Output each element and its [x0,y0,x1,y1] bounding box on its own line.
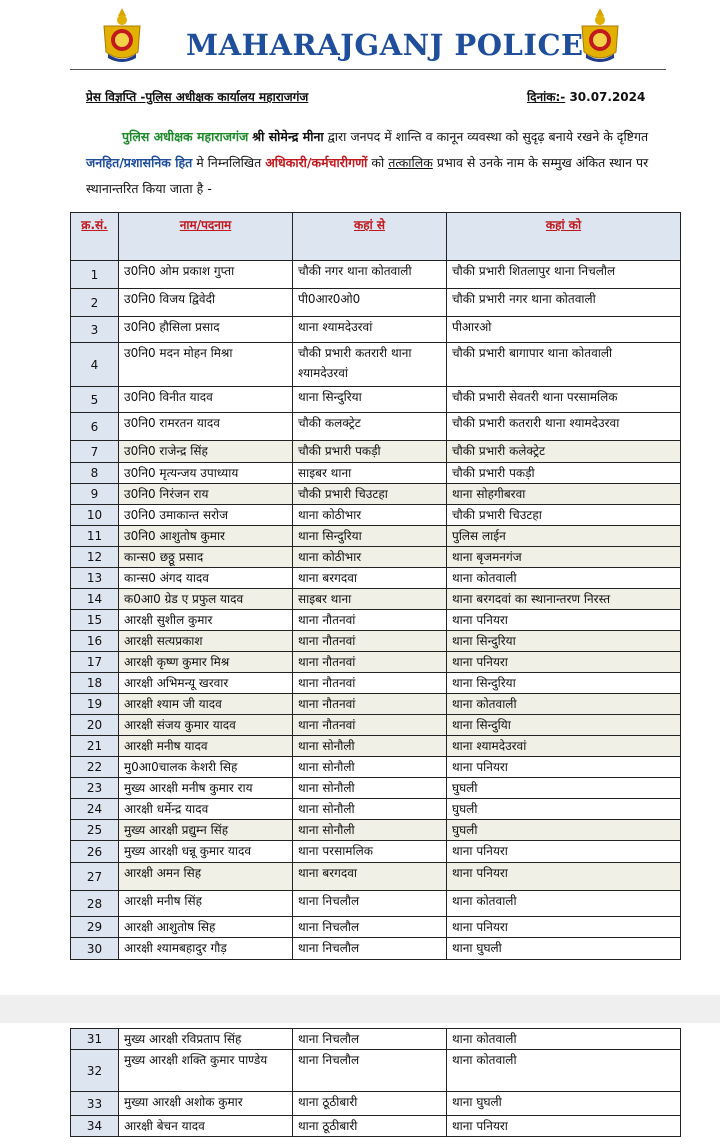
table-row [71,1092,681,1116]
cell-to: थाना बृजमनगंज [447,547,681,568]
date-value: 30.07.2024 [569,90,646,104]
cell-to: घुघली [447,778,681,799]
cell-name: मुख्य आरक्षी रविप्रताप सिंह [119,1029,293,1050]
cell-serial: 21 [71,736,119,757]
intro-officer-name: श्री सोमेन्द्र मीना [252,129,324,144]
cell-to: थाना पनियरा [447,652,681,673]
cell-serial: 13 [71,568,119,589]
intro-authority: पुलिस अधीक्षक महाराजगंज [122,129,249,144]
page-gap [0,995,720,1023]
table-row [71,820,681,841]
table-row [71,673,681,694]
cell-from: थाना ठूठीबारी [293,1116,447,1137]
table-row [71,736,681,757]
cell-to: चौकी प्रभारी शितलापुर थाना निचलौल [447,261,681,289]
col-header-to: कहां को [447,213,681,261]
cell-from: थाना बरगदवा [293,568,447,589]
cell-name: मुख्या आरक्षी अशोक कुमार [119,1092,293,1116]
table-row [71,863,681,891]
cell-serial: 34 [71,1116,119,1137]
cell-to: पीआरओ [447,317,681,343]
table-row [71,261,681,289]
cell-serial: 33 [71,1092,119,1116]
cell-to: थाना कोतवाली [447,1050,681,1092]
cell-to: चौकी प्रभारी सेवतरी थाना परसामलिक [447,387,681,413]
cell-serial: 1 [71,261,119,289]
header-divider [70,69,666,70]
cell-from: थाना बरगदवा [293,863,447,891]
cell-from: थाना सोनौली [293,778,447,799]
table-row [71,799,681,820]
cell-to: थाना सोहगीबरवा [447,484,681,505]
press-release-label: प्रेस विज्ञप्ति -पुलिस अधीक्षक कार्यालय महाराजगंज [86,90,309,104]
cell-serial: 3 [71,317,119,343]
cell-name: उ0नि0 विजय द्विवेदी [119,289,293,317]
table-row [71,1029,681,1050]
cell-to: थाना पनियरा [447,1116,681,1137]
cell-serial: 32 [71,1050,119,1092]
cell-name: उ0नि0 ओम प्रकाश गुप्ता [119,261,293,289]
cell-serial: 26 [71,841,119,863]
cell-from: चौकी प्रभारी चिउटहा [293,484,447,505]
cell-serial: 28 [71,891,119,917]
cell-to: थाना पनियरा [447,757,681,778]
cell-serial: 5 [71,387,119,413]
cell-serial: 27 [71,863,119,891]
up-police-emblem-icon-left [96,6,148,66]
cell-name: आरक्षी सत्यप्रकाश [119,631,293,652]
table-row [71,938,681,960]
col-header-serial: क्र.सं. [71,213,119,261]
cell-from: थाना नौतनवां [293,610,447,631]
cell-to: घुघली [447,799,681,820]
cell-from: थाना सोनौली [293,736,447,757]
cell-name: आरक्षी मनीष यादव [119,736,293,757]
table-row [71,413,681,441]
cell-from: थाना श्यामदेउरवां [293,317,447,343]
cell-name: उ0नि0 हौसिला प्रसाद [119,317,293,343]
cell-name: आरक्षी कृष्ण कुमार मिश्र [119,652,293,673]
cell-from: थाना निचलौल [293,1050,447,1092]
cell-name: मुख्य आरक्षी मनीष कुमार राय [119,778,293,799]
table-row [71,463,681,484]
cell-from: थाना ठूठीबारी [293,1092,447,1116]
cell-serial: 31 [71,1029,119,1050]
cell-name: आरक्षी सुशील कुमार [119,610,293,631]
table-row [71,1116,681,1137]
cell-from: साइबर थाना [293,589,447,610]
cell-to: चौकी प्रभारी कतरारी थाना श्यामदेउरवा [447,413,681,441]
intro-text-3: को [367,155,389,170]
cell-to: थाना घुघली [447,1092,681,1116]
table-row [71,891,681,917]
cell-from: चौकी नगर थाना कोतवाली [293,261,447,289]
cell-serial: 18 [71,673,119,694]
table-row [71,441,681,463]
table-row [71,589,681,610]
table-row [71,917,681,938]
cell-to: थाना बरगदवां का स्थानान्तरण निरस्त [447,589,681,610]
cell-name: आरक्षी बेचन यादव [119,1116,293,1137]
cell-from: थाना निचलौल [293,917,447,938]
cell-from: थाना निचलौल [293,891,447,917]
cell-from: चौकी प्रभारी पकड़ी [293,441,447,463]
cell-serial: 11 [71,526,119,547]
cell-from: चौकी प्रभारी कतरारी थाना श्यामदेउरवां [293,343,447,387]
cell-serial: 7 [71,441,119,463]
cell-serial: 25 [71,820,119,841]
cell-name: उ0नि0 आशुतोष कुमार [119,526,293,547]
cell-from: थाना निचलौल [293,938,447,960]
cell-name: आरक्षी आशुतोष सिह [119,917,293,938]
cell-name: आरक्षी अभिमन्यू खरवार [119,673,293,694]
cell-serial: 6 [71,413,119,441]
table-row [71,289,681,317]
cell-serial: 23 [71,778,119,799]
cell-from: थाना कोठीभार [293,505,447,526]
cell-serial: 10 [71,505,119,526]
cell-serial: 16 [71,631,119,652]
table-row [71,652,681,673]
intro-staff: अधिकारी/कर्मचारीगणों [265,155,368,170]
cell-from: थाना सोनौली [293,799,447,820]
cell-to: थाना पनियरा [447,841,681,863]
table-row [71,484,681,505]
cell-serial: 19 [71,694,119,715]
cell-serial: 30 [71,938,119,960]
cell-name: कान्स0 अंगद यादव [119,568,293,589]
intro-text-4: प्रभाव से उनके नाम के सम्मुख अंकित स्थान पर स्थानान्तरित किया जाता है - [86,155,649,196]
table-row [71,715,681,736]
cell-name: उ0नि0 मदन मोहन मिश्रा [119,343,293,387]
cell-from: थाना सिन्दुरिया [293,526,447,547]
cell-serial: 4 [71,343,119,387]
cell-from: थाना नौतनवां [293,673,447,694]
cell-name: उ0नि0 राजेन्द्र सिंह [119,441,293,463]
cell-from: साइबर थाना [293,463,447,484]
table-row [71,841,681,863]
table-row [71,568,681,589]
date-line [527,88,645,105]
cell-name: क0आ0 ग्रेड ए प्रफुल यादव [119,589,293,610]
page-title: MAHARAJGANJ POLICE [186,28,584,62]
table-row [71,343,681,387]
cell-serial: 8 [71,463,119,484]
cell-serial: 20 [71,715,119,736]
intro-text-1: द्वारा जनपद में शान्ति व कानून व्यवस्था को सुदृढ़ बनाये रखने के दृष्टिगत [323,129,649,144]
cell-from: थाना कोठीभार [293,547,447,568]
cell-to: थाना पनियरा [447,863,681,891]
cell-to: चौकी प्रभारी कलेक्ट्रेट [447,441,681,463]
cell-from: थाना निचलौल [293,1029,447,1050]
cell-to: थाना पनियरा [447,610,681,631]
cell-name: मु0आ0चालक केशरी सिह [119,757,293,778]
cell-serial: 12 [71,547,119,568]
cell-to: घुघली [447,820,681,841]
table-row [71,631,681,652]
cell-serial: 29 [71,917,119,938]
col-header-from: कहां से [293,213,447,261]
cell-name: आरक्षी संजय कुमार यादव [119,715,293,736]
cell-from: थाना नौतनवां [293,694,447,715]
cell-serial: 9 [71,484,119,505]
cell-serial: 24 [71,799,119,820]
table-row [71,317,681,343]
col-header-name: नाम/पदनाम [119,213,293,261]
cell-from: थाना सिन्दुरिया [293,387,447,413]
cell-name: आरक्षी मनीष सिंह [119,891,293,917]
cell-name: मुख्य आरक्षी शक्ति कुमार पाण्डेय [119,1050,293,1092]
table-row [71,610,681,631]
table-row [71,547,681,568]
table-row [71,757,681,778]
cell-from: थाना सोनौली [293,820,447,841]
cell-name: आरक्षी श्यामबहादुर गौड़ [119,938,293,960]
transfer-table [70,212,681,960]
cell-to: थाना कोतवाली [447,1029,681,1050]
cell-to: थाना कोतवाली [447,694,681,715]
cell-to: थाना घुघली [447,938,681,960]
cell-from: पी0आर0ओ0 [293,289,447,317]
cell-name: उ0नि0 रामरतन यादव [119,413,293,441]
cell-name: उ0नि0 उमाकान्त सरोज [119,505,293,526]
intro-paragraph [86,124,668,202]
intro-text-2: मे निम्नलिखित [192,155,266,170]
intro-immediate: तत्कालिक [388,155,433,170]
cell-from: थाना नौतनवां [293,631,447,652]
table-row [71,505,681,526]
date-label: दिनांक:- [527,90,566,104]
cell-name: कान्स0 छठ्ठू प्रसाद [119,547,293,568]
cell-from: चौकी कलक्ट्रेट [293,413,447,441]
table-row [71,778,681,799]
cell-to: थाना कोतवाली [447,891,681,917]
cell-from: थाना नौतनवां [293,715,447,736]
cell-name: आरक्षी अमन सिह [119,863,293,891]
table-row [71,1050,681,1092]
cell-serial: 2 [71,289,119,317]
table-header-row [71,213,681,261]
page-2 [0,1023,720,1147]
cell-name: उ0नि0 मृत्यन्जय उपाध्याय [119,463,293,484]
cell-serial: 22 [71,757,119,778]
cell-to: चौकी प्रभारी पकड़ी [447,463,681,484]
cell-from: थाना नौतनवां [293,652,447,673]
cell-serial: 17 [71,652,119,673]
cell-to: चौकी प्रभारी चिउटहा [447,505,681,526]
cell-to: थाना कोतवाली [447,568,681,589]
cell-name: उ0नि0 निरंजन राय [119,484,293,505]
intro-interest: जनहित/प्रशासनिक हित [86,155,193,170]
cell-name: उ0नि0 विनीत यादव [119,387,293,413]
cell-to: चौकी प्रभारी नगर थाना कोतवाली [447,289,681,317]
cell-to: थाना श्यामदेउरवां [447,736,681,757]
cell-to: चौकी प्रभारी बागापार थाना कोतवाली [447,343,681,387]
cell-to: पुलिस लाईन [447,526,681,547]
cell-from: थाना सोनौली [293,757,447,778]
cell-name: मुख्य आरक्षी प्रद्युम्न सिंह [119,820,293,841]
cell-name: आरक्षी धर्मेन्द्र यादव [119,799,293,820]
cell-to: थाना पनियरा [447,917,681,938]
cell-from: थाना परसामलिक [293,841,447,863]
cell-serial: 14 [71,589,119,610]
table-row [71,526,681,547]
cell-name: आरक्षी श्याम जी यादव [119,694,293,715]
transfer-table-continued [70,1028,681,1137]
table-row [71,694,681,715]
table-row [71,387,681,413]
cell-to: थाना सिन्दुरिया [447,673,681,694]
cell-to: थाना सिन्दुरिया [447,631,681,652]
cell-serial: 15 [71,610,119,631]
cell-to: थाना सिन्दुयिा [447,715,681,736]
cell-name: मुख्य आरक्षी धन्नू कुमार यादव [119,841,293,863]
